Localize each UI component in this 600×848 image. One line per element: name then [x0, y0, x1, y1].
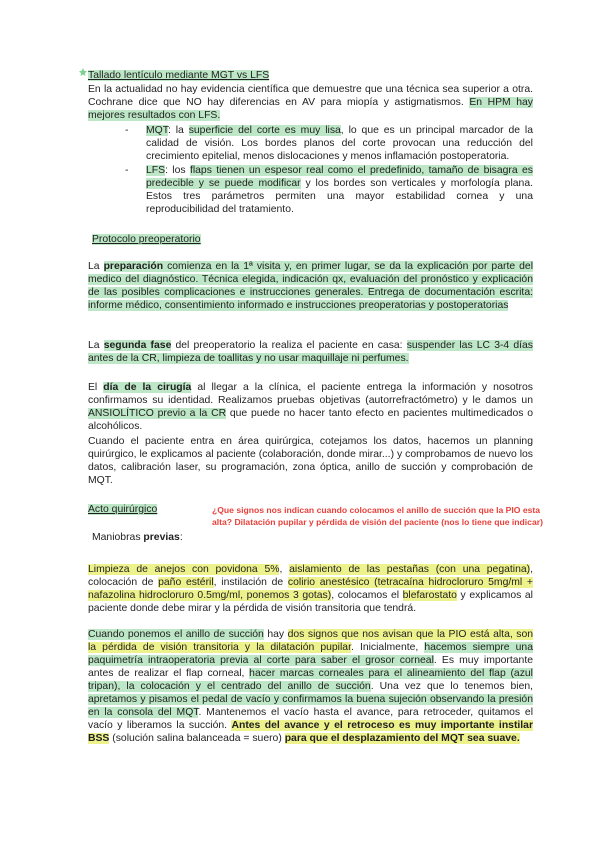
anillo-succion-paragraph: Cuando ponemos el anillo de succión hay dos signos que nos avisan que la PIO está alta, son la pérdida de visión transitoria y la dilatación pupilar. Inicialmente, hacemos siempre una paquimetría intraoperatoria previa al corte para saber el grosor corneal. Es muy importante antes de realizar el flap corneal, hacer marcas corneales para el alineamiento del flap (azul tripan), la colocación y el centrado del anillo de succión. Una vez que lo tenemos bien, apretamos y pisamos el pedal de vacío y confirmamos la buena sujeción observando la presión en la consola del MQT. Mantenemos el vacío hasta el avance, para retroceder, quitamos el vacío y liberamos la succión. Antes del avance y el retroceso es muy importante instilar BSS (solución salina balanceada = suero) para que el desplazamiento del MQT sea suave. — [88, 629, 534, 744]
section-heading-acto-quirurgico: Acto quirúrgico — [88, 504, 158, 515]
section-heading-protocolo: Protocolo preoperatorio — [92, 234, 201, 245]
red-annotation-note: ¿Que signos nos indican cuando colocamos el anillo de succión que la PIO esta alta? Dilatación pupilar y pérdida de visión del paciente (nos lo tiene que indicar) — [212, 505, 543, 527]
star-marker-icon — [79, 68, 87, 76]
maniobras-previas-label: Maniobras previas: — [92, 532, 183, 543]
segunda-fase-paragraph: La segunda fase del preoperatorio la realiza el paciente en casa: suspender las LC 3-4 días antes de la CR, limpieza de toallitas y no usar maquillaje ni perfumes. — [88, 340, 533, 364]
bullet-mqt: - MQT: la superficie del corte es muy lisa, lo que es un principal marcador de la calidad de visión. Los bordes planos del corte provocan una reducción del crecimiento epitelial, menos dislocaciones y menos inflamación postoperatoria. — [125, 125, 533, 162]
section-heading-tallado: Tallado lentículo mediante MGT vs LFS — [88, 70, 270, 81]
dia-cirugia-paragraph: El día de la cirugía al llegar a la clínica, el paciente entrega la información y nosotros confirmamos su identidad. Realizamos pruebas objetivas (autorrefractómetro) y le damos un ANSIOLÍTICO previo a la CR que puede no hacer tanto efecto en pacientes multimedicados o alcohólicos. — [88, 382, 533, 432]
section1-paragraph: En la actualidad no hay evidencia científica que demuestre que una técnica sea superior a otra. Cochrane dice que NO hay diferencias en AV para miopía y astigmatismos. En HPM hay mejores resultados con LFS. — [88, 84, 533, 121]
preparacion-paragraph: La preparación comienza en la 1ª visita y, en primer lugar, se da la explicación por parte del medico del diagnóstico. Técnica elegida, indicación qx, evaluación del pronóstico y explicación de las posibles complicaciones e instrucciones generales. Entrega de documentación escrita: informe médico, consentimiento informado e instrucciones preoperatorias y postoperatorias — [88, 261, 533, 311]
bullet-lfs: - LFS: los flaps tienen un espesor real como el predefinido, tamaño de bisagra es predecible y se puede modificar y los bordes son verticales y morfología plana. Estos tres parámetros permiten una mayor estabilidad cornea y una reproducibilidad del tratamiento. — [125, 165, 533, 215]
maniobras-paragraph: Limpieza de anejos con povidona 5%, aislamiento de las pestañas (con una pegatina), colocación de paño estéril, instilación de colirio anestésico (tetracaína hidrocloruro 5mg/ml + nafazolina hidrocloruro 0.5mg/ml, ponemos 3 gotas), colocamos el blefarostato y explicamos al paciente donde debe mirar y la pérdida de visión transitoria que tendrá. — [88, 564, 534, 614]
area-quirurgica-paragraph: Cuando el paciente entra en área quirúrgica, cotejamos los datos, hacemos un planning quirúrgico, le explicamos al paciente (colaboración, donde mirar...) y comprobamos de nuevo los datos, calibración laser, su programación, zona óptica, anillo de succión y comprobación de MQT. — [88, 436, 533, 486]
